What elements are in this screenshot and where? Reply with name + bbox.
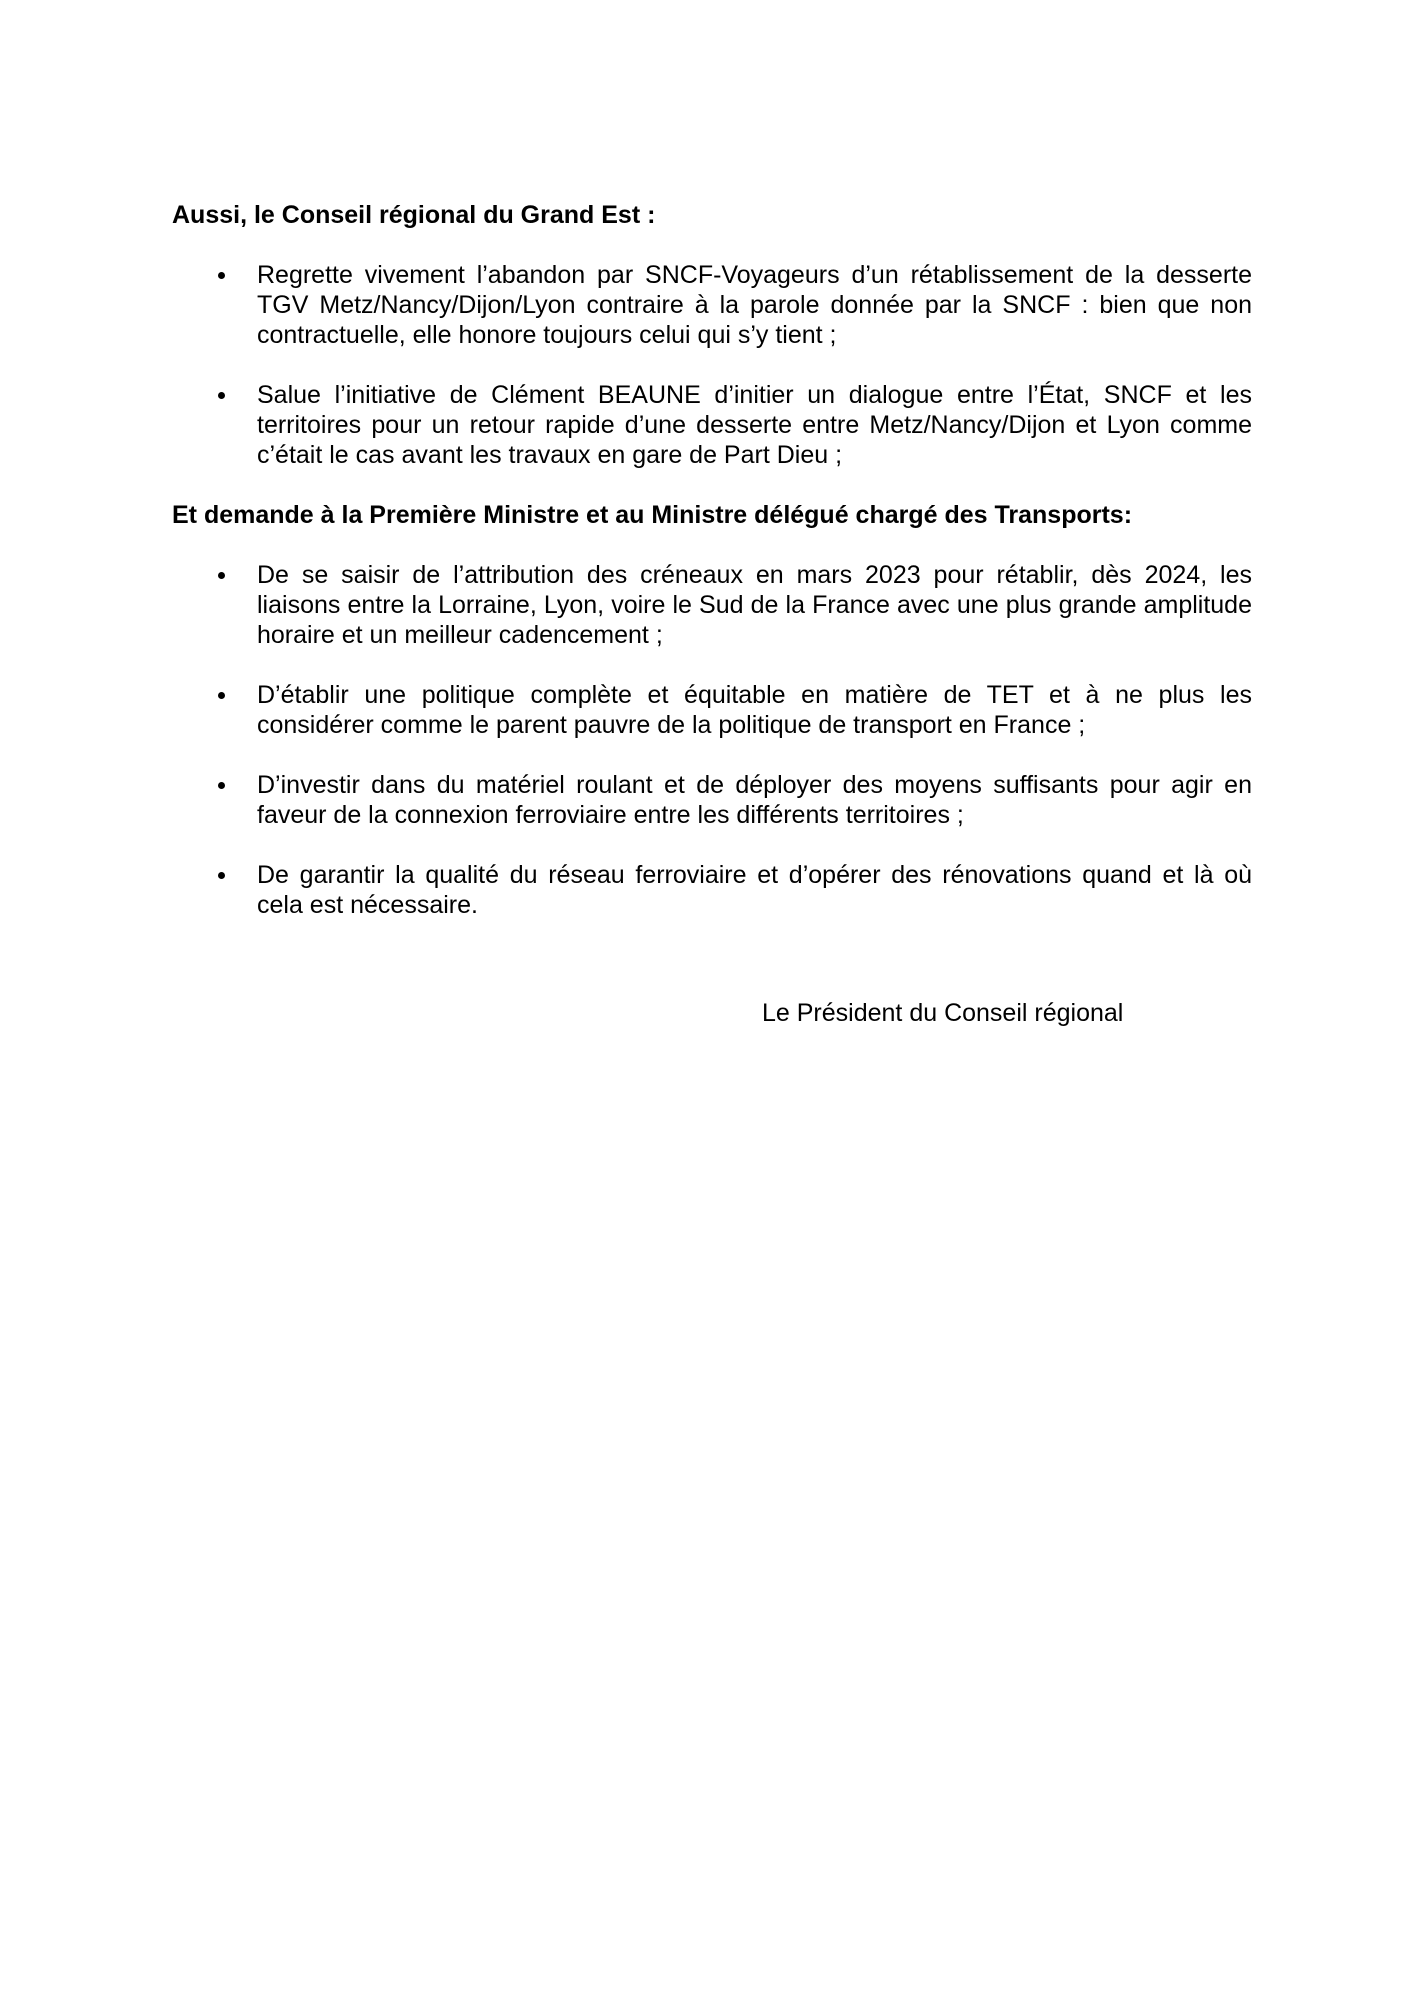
resolution-list-2	[172, 560, 1252, 920]
list-item-text: De garantir la qualité du réseau ferroviaire et d’opérer des rénovations quand et là où cela est nécessaire.	[257, 861, 1252, 919]
list-item-text: D’établir une politique complète et équitable en matière de TET et à ne plus les considérer comme le parent pauvre de la politique de transport en France ;	[257, 681, 1252, 739]
list-item-text: Salue l’initiative de Clément BEAUNE d’initier un dialogue entre l’État, SNCF et les territoires pour un retour rapide d’une desserte entre Metz/Nancy/Dijon et Lyon comme c’était le cas avant les travaux en gare de Part Dieu ;	[257, 381, 1252, 469]
list-item	[172, 770, 1252, 830]
list-item	[172, 260, 1252, 350]
bullet-icon	[218, 272, 225, 279]
document-body	[172, 200, 1252, 920]
list-item	[172, 560, 1252, 650]
list-item	[172, 680, 1252, 740]
bullet-icon	[218, 872, 225, 879]
bullet-icon	[218, 782, 225, 789]
bullet-icon	[218, 692, 225, 699]
section-heading-conseil: Aussi, le Conseil régional du Grand Est :	[172, 201, 656, 229]
list-item	[172, 860, 1252, 920]
signature-line: Le Président du Conseil régional	[762, 999, 1124, 1027]
bullet-icon	[218, 572, 225, 579]
list-item-text: Regrette vivement l’abandon par SNCF-Voyageurs d’un rétablissement de la desserte TGV Metz/Nancy/Dijon/Lyon contraire à la parole donnée par la SNCF : bien que non contractuelle, elle honore toujours celui qui s’y tient ;	[257, 261, 1252, 349]
bullet-icon	[218, 392, 225, 399]
list-item-text: De se saisir de l’attribution des créneaux en mars 2023 pour rétablir, dès 2024, les liaisons entre la Lorraine, Lyon, voire le Sud de la France avec une plus grande amplitude horaire et un meilleur cadencement ;	[257, 561, 1252, 649]
section-heading-demande: Et demande à la Première Ministre et au Ministre délégué chargé des Transports:	[172, 501, 1133, 529]
list-item	[172, 380, 1252, 470]
resolution-list-1	[172, 260, 1252, 470]
list-item-text: D’investir dans du matériel roulant et de déployer des moyens suffisants pour agir en faveur de la connexion ferroviaire entre les différents territoires ;	[257, 771, 1252, 829]
